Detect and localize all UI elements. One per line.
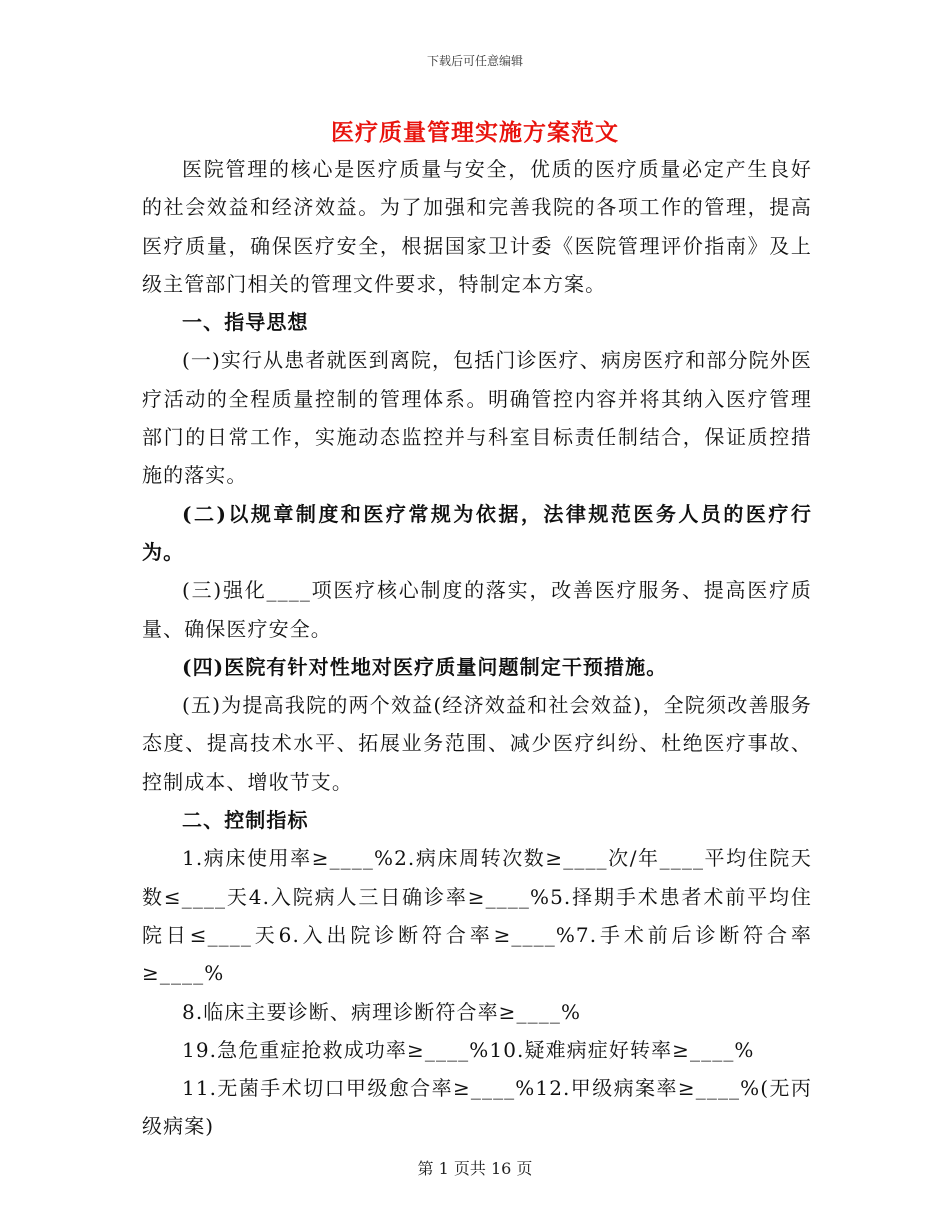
indicator-paragraph-3: 19.急危重症抢救成功率≥____%10.疑难病症好转率≥____% xyxy=(182,1037,755,1062)
guiding-item-4: (四)医院有针对性地对医疗质量问题制定干预措施。 xyxy=(182,654,668,679)
intro-paragraph: 医院管理的核心是医疗质量与安全，优质的医疗质量必定产生良好的社会效益和经济效益。为了加强和完善我院的各项工作的管理，提高医疗质量，确保医疗安全，根据国家卫计委《医院管理评价指南》及上级主管部门相关的管理文件要求，特制定本方案。 xyxy=(142,157,812,296)
page-number-footer: 第 1 页共 16 页 xyxy=(417,1159,533,1178)
section-heading-guiding-ideology: 一、指导思想 xyxy=(182,310,309,335)
indicator-paragraph-4: 11.无菌手术切口甲级愈合率≥____%12.甲级病案率≥____%(无丙级病案) xyxy=(142,1076,812,1139)
guiding-item-2: (二)以规章制度和医疗常规为依据，法律规范医务人员的医疗行为。 xyxy=(142,501,812,564)
guiding-item-3: (三)强化____项医疗核心制度的落实，改善医疗服务、提高医疗质量、确保医疗安全。 xyxy=(142,578,812,641)
document-body xyxy=(142,150,812,1146)
guiding-item-5: (五)为提高我院的两个效益(经济效益和社会效益)，全院须改善服务态度、提高技术水平、拓展业务范围、减少医疗纠纷、杜绝医疗事故、控制成本、增收节支。 xyxy=(142,693,812,794)
document-title: 医疗质量管理实施方案范文 xyxy=(331,120,619,146)
indicator-paragraph-2: 8.临床主要诊断、病理诊断符合率≥____% xyxy=(182,999,582,1024)
section-heading-control-indicators: 二、控制指标 xyxy=(182,808,309,833)
indicator-paragraph-1: 1.病床使用率≥____%2.病床周转次数≥____次/年____平均住院天数≤____天4.入院病人三日确诊率≥____%5.择期手术患者术前平均住院日≤____天6.入出院诊断符合率≥____%7.手术前后诊断符合率≥____% xyxy=(142,846,812,986)
guiding-item-1: (一)实行从患者就医到离院，包括门诊医疗、病房医疗和部分院外医疗活动的全程质量控制的管理体系。明确管控内容并将其纳入医疗管理部门的日常工作，实施动态监控并与科室目标责任制结合，保证质控措施的落实。 xyxy=(142,348,812,488)
page-header-note: 下载后可任意编辑 xyxy=(426,54,523,68)
